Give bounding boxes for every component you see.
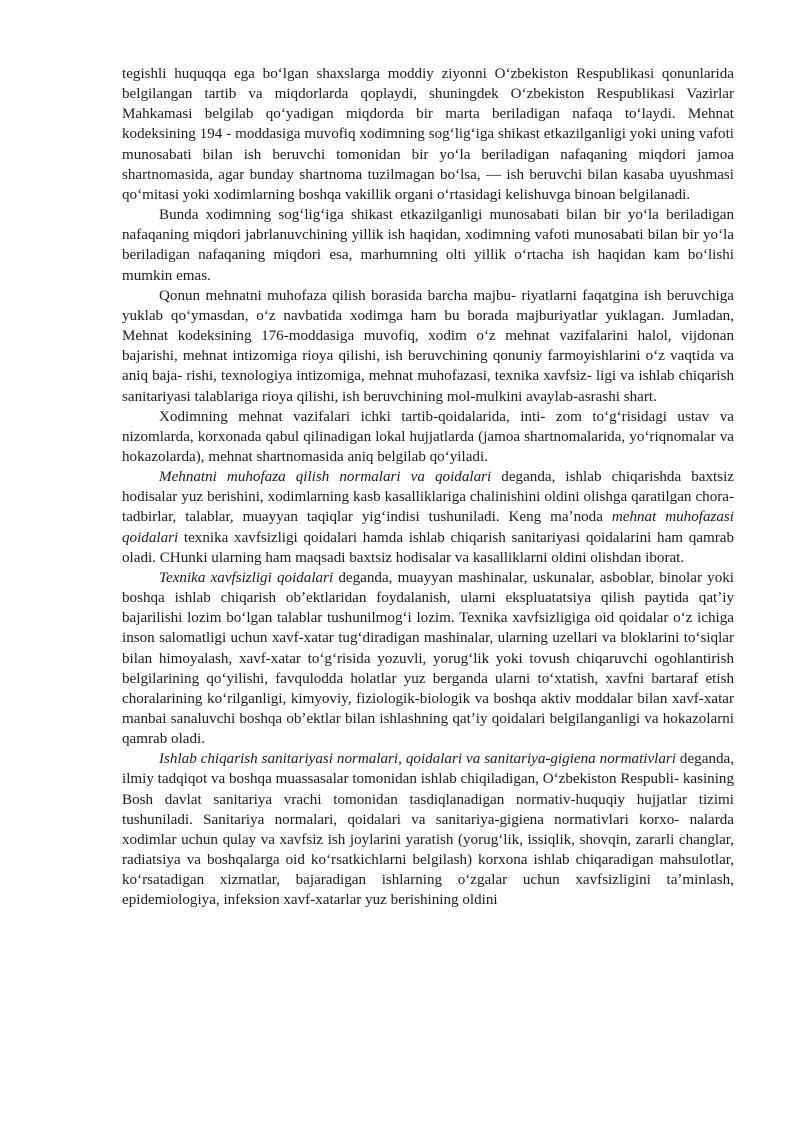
paragraph-text: Bunda xodimning sogʻligʻiga shikast etkazilganligi munosabati bilan bir yoʻla beriladigan nafaqaning miqdori jabrlanuvchining yillik ish haqidan, xodimning vafoti munosabati bilan bir yoʻla beriladigan nafaqaning miqdori esa, marhumning olti yillik oʻrtacha ish haqidan kam boʻlishi mumkin emas. <box>122 207 734 284</box>
italic-term: Ishlab chiqarish sanitariyasi normalari, qoidalari va sanitariya-gigiena normativlari <box>159 751 676 768</box>
paragraph <box>122 64 734 205</box>
paragraph-text: texnika xavfsizligi qoidalari hamda ishlab chiqarish sanitariyasi qoidalarini ham qamrab oladi. CHunki ularning ham maqsadi baxtsiz hodisalar va kasalliklarni oldini olishdan iborat. <box>122 529 734 566</box>
paragraph <box>122 749 734 910</box>
paragraph <box>122 205 734 286</box>
paragraph-text: tegishli huquqqa ega boʻlgan shaxslarga moddiy ziyonni Oʻzbekiston Respublikasi qonunlarida belgilangan tartib va miqdorlarda qoplaydi, shuningdek Oʻzbekiston Respublikasi Vazirlar Mahkamasi belgilab qoʻyadigan miqdorda bir marta beriladigan nafaqa toʻlaydi. Mehnat kodeksining 194 - moddasiga muvofiq xodimning sogʻligʻiga shikast etkazilganligi yoki uning vafoti munosabati bilan ish beruvchi tomonidan bir yoʻla beriladigan nafaqaning miqdori jamoa shartnomasida, agar bunday shartnoma tuzilmagan boʻlsa, — ish beruvchi bilan kasaba uyushmasi qoʻmitasi yoki xodimlarning boshqa vakillik organi oʻrtasidagi kelishuvga binoan belgilanadi. <box>122 66 734 203</box>
italic-term: Mehnatni muhofaza qilish normalari va qoidalari <box>159 469 492 486</box>
paragraph-text: deganda, ilmiy tadqiqot va boshqa muassasalar tomonidan ishlab chiqiladigan, Oʻzbekiston Respubli- kasining Bosh davlat sanitariya vrachi tomonidan tasdiqlanadigan normativ-huquqiy hujjatlar tizimi tushuniladi. Sanitariya normalari, qoidalari va sanitariya-gigiena normativlari korxo- nalarda xodimlar uchun qulay va xavfsiz ish joylarini yaratish (yorugʻlik, issiqlik, shovqin, zararli changlar, radiatsiya va boshqalarga oid koʻrsatkichlarni belgilash) korxona ishlab chiqaradigan mahsulotlar, koʻrsatadigan xizmatlar, bajaradigan ishlarning oʻzgalar uchun xavfsizligini taʼminlash, epidemiologiya, infeksion xavf-xatarlar yuz berishining oldini <box>122 751 734 909</box>
paragraph <box>122 286 734 407</box>
paragraph <box>122 407 734 467</box>
paragraph <box>122 467 734 568</box>
italic-term: Texnika xavfsizligi qoidalari <box>159 569 334 586</box>
italic-term: mehnat muhofazasi qoidalari <box>122 509 734 546</box>
document-page <box>122 64 734 911</box>
paragraph <box>122 568 734 749</box>
paragraph-text: deganda, muayyan mashinalar, uskunalar, asboblar, binolar yoki boshqa ishlab chiqarish obʼektlaridan foydalanish, ularni ekspluatatsiya qilish paytida qatʼiy bajarilishi lozim boʻlgan talablar tushunilmogʻi lozim. Texnika xavfsizligiga oid qoidalar oʻz ichiga inson salomatligi uchun xavf-xatar tugʻdiradigan mashinalar, ularning uzellari va bloklarini toʻsiqlar bilan himoyalash, xavf-xatar toʻgʻrisida yozuvli, yorugʻlik yoki tovush chiqaruvchi ogohlantirish belgilarining qoʻyilishi, favqulodda holatlar yuz berganda ularni toʻxtatish, xavfni bartaraf etish choralarining koʻrilganligi, kimyoviy, fiziologik-biologik va boshqa aktiv moddalar bilan xavf-xatar manbai sanaluvchi boshqa obʼektlar bilan ishlashning qatʼiy qoidalari belgilanganligi va hokazolarni qamrab oladi. <box>122 569 734 748</box>
paragraph-text: deganda, ishlab chiqarishda baxtsiz hodisalar yuz berishini, xodimlarning kasb kasalliklariga chalinishini oldini olishga qaratilgan chora-tadbirlar, talablar, muayyan taqiqlar yigʻindisi tushuniladi. Keng maʼnoda <box>122 469 734 526</box>
paragraph-text: Qonun mehnatni muhofaza qilish borasida barcha majbu- riyatlarni faqatgina ish beruvchiga yuklab qoʻymasdan, oʻz navbatida xodimga ham bu borada majburiyatlar yuklagan. Jumladan, Mehnat kodeksining 176-moddasiga muvofiq, xodim oʻz mehnat vazifalarini halol, vijdonan bajarishi, mehnat intizomiga rioya qilishi, ish beruvchining qonuniy farmoyishlarini oʻz vaqtida va aniq baja- rishi, texnologiya intizomiga, mehnat muhofazasi, texnika xavfsiz- ligi va ishlab chiqarish sanitariyasi talablariga rioya qilishi, ish beruvchining mol-mulkini avaylab-asrashi shart. <box>122 287 734 405</box>
paragraph-text: Xodimning mehnat vazifalari ichki tartib-qoidalarida, inti- zom toʻgʻrisidagi ustav va nizomlarda, korxonada qabul qilinadigan lokal hujjatlarda (jamoa shartnomalarida, yoʻriqnomalar va hokazolarda), mehnat shartnomasida aniq belgilab qoʻyiladi. <box>122 408 734 465</box>
